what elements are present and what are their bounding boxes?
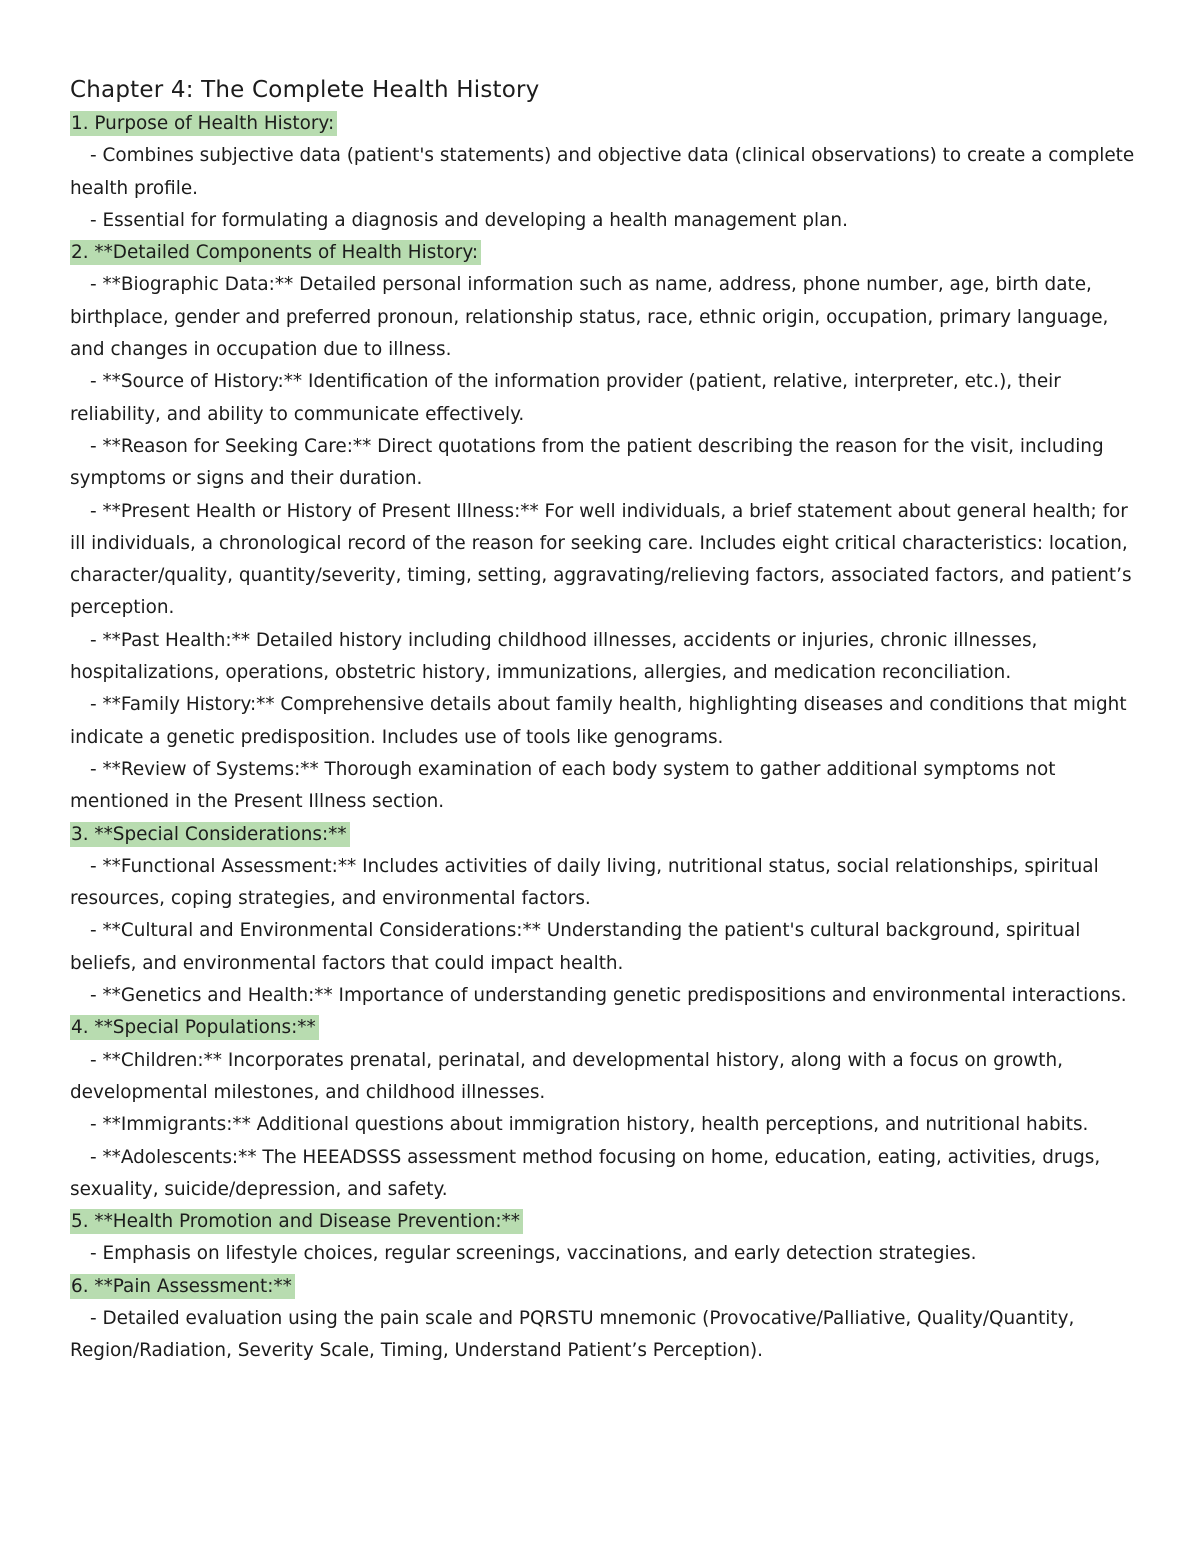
bullet-item: - **Source of History:** Identification of the information provider (patient, relative, interpreter, etc.), their reliability, and ability to communicate effectively. (70, 371, 1061, 425)
section-health-promotion (70, 1206, 1140, 1271)
bullet-item: - **Family History:** Comprehensive details about family health, highlighting diseases and conditions that might indicate a genetic predisposition. Includes use of tools like genograms. (70, 694, 1127, 748)
highlighted-heading-text: 3. **Special Considerations:** (70, 822, 350, 847)
bullet-item: - **Functional Assessment:** Includes activities of daily living, nutritional status, social relationships, spiritual resources, coping strategies, and environmental factors. (70, 855, 1099, 910)
section-heading (70, 1012, 1140, 1044)
section-special-considerations (70, 819, 1140, 1013)
bullet-item: - Combines subjective data (patient's statements) and objective data (clinical observations) to create a complete health profile. (70, 145, 1135, 199)
highlighted-heading-text: 5. **Health Promotion and Disease Prevention:** (70, 1209, 523, 1234)
bullet-item: - **Genetics and Health:** Importance of understanding genetic predispositions and environmental interactions. (90, 985, 1127, 1007)
highlighted-heading-text: 2. **Detailed Components of Health History: (70, 240, 481, 265)
bullet-item: - **Biographic Data:** Detailed personal information such as name, address, phone number, age, birth date, birthplace, gender and preferred pronoun, relationship status, race, ethnic origin, occupation, primary language, and changes in occupation due to illness. (70, 274, 1109, 361)
bullet-item: - **Adolescents:** The HEEADSSS assessment method focusing on home, education, eating, activities, drugs, sexuality, suicide/depression, and safety. (70, 1146, 1101, 1200)
bullet-item: - Detailed evaluation using the pain scale and PQRSTU mnemonic (Provocative/Palliative, Quality/Quantity, Region/Radiation, Severity Scale, Timing, Understand Patient’s Perception). (70, 1307, 1075, 1362)
highlighted-heading-text: 4. **Special Populations:** (70, 1015, 319, 1040)
highlighted-heading-text: 6. **Pain Assessment:** (70, 1274, 295, 1299)
section-special-populations (70, 1012, 1140, 1206)
bullet-item: - **Children:** Incorporates prenatal, perinatal, and developmental history, along with a focus on growth, developmental milestones, and childhood illnesses. (70, 1049, 1063, 1103)
bullet-item: - Essential for formulating a diagnosis and developing a health management plan. (90, 209, 848, 231)
section-heading (70, 1206, 1140, 1238)
section-heading (70, 1271, 1140, 1303)
section-components (70, 237, 1140, 818)
highlighted-heading-text: 1. Purpose of Health History: (70, 111, 337, 136)
document-title: Chapter 4: The Complete Health History (70, 77, 540, 103)
section-heading (70, 237, 1140, 269)
bullet-item: - **Reason for Seeking Care:** Direct quotations from the patient describing the reason for the visit, including symptoms or signs and their duration. (70, 435, 1104, 490)
bullet-item: - **Past Health:** Detailed history including childhood illnesses, accidents or injuries, chronic illnesses, hospitalizations, operations, obstetric history, immunizations, allergies, and medication reconciliation. (70, 629, 1038, 684)
document-page (70, 72, 1140, 1368)
bullet-item: - **Immigrants:** Additional questions about immigration history, health perceptions, and nutritional habits. (90, 1114, 1089, 1136)
bullet-item: - Emphasis on lifestyle choices, regular screenings, vaccinations, and early detection strategies. (90, 1243, 977, 1265)
bullet-item: - **Review of Systems:** Thorough examination of each body system to gather additional symptoms not mentioned in the Present Illness section. (70, 758, 1056, 813)
section-purpose (70, 108, 1140, 237)
bullet-item: - **Present Health or History of Present Illness:** For well individuals, a brief statement about general health; for ill individuals, a chronological record of the reason for seeking care. Includes eight critical characteristics: location, character/quality, quantity/severity, timing, setting, aggravating/relieving factors, associated factors, and patient’s perception. (70, 500, 1132, 619)
bullet-item: - **Cultural and Environmental Considerations:** Understanding the patient's cultural background, spiritual beliefs, and environmental factors that could impact health. (70, 920, 1081, 974)
section-heading (70, 819, 1140, 851)
section-pain-assessment (70, 1271, 1140, 1368)
section-heading (70, 108, 1140, 140)
